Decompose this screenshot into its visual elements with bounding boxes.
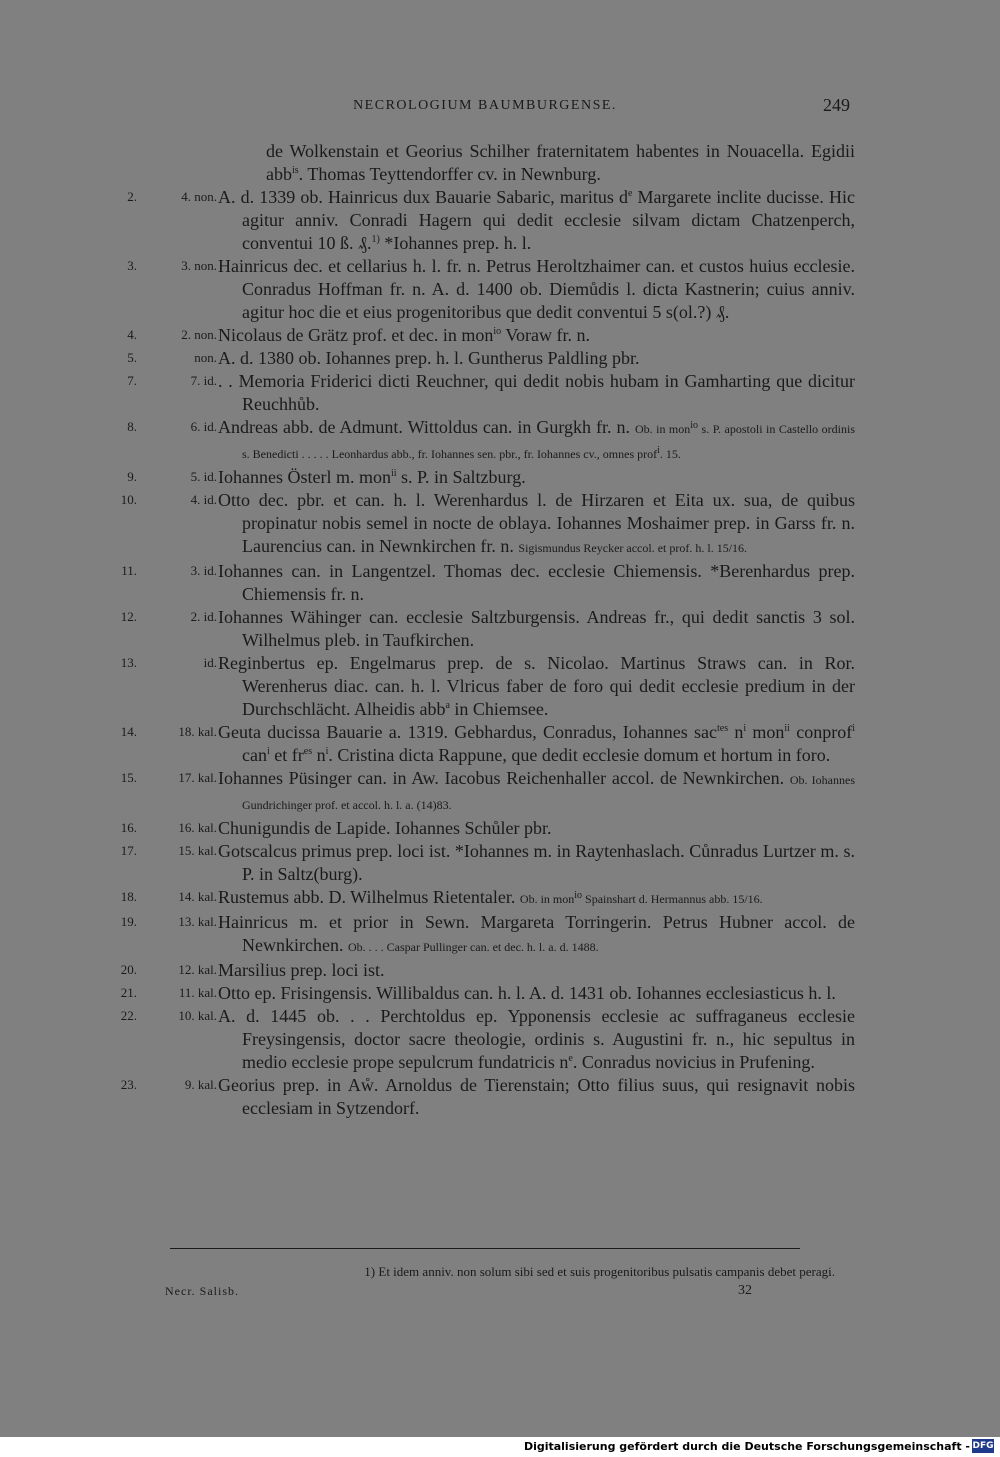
day-number: 16. xyxy=(120,820,137,835)
day-number: 18. xyxy=(120,889,137,904)
day-number: 4. xyxy=(127,327,137,342)
superscript-abbrev: i xyxy=(266,746,270,757)
entry-text: Hainricus m. et prior in Sewn. Margareta Torringerin. Petrus Hubner accol. de Newnkirchen. Ob. . . . Caspar Pullinger can. et dec. h. l. a. d. 1488. xyxy=(218,912,855,955)
entry-text: Chunigundis de Lapide. Iohannes Schůler pbr. xyxy=(218,818,552,838)
entry-text: Andreas abb. de Admunt. Wittoldus can. in Gurgkh fr. n. Ob. in mon$^{io}$ s. P. apostoli in Castello ordinis s. Benedicti . . . . . Leonhardus abb., fr. Iohannes sen. pbr., fr. Iohannes cv., omnes prof$^i$. 15. xyxy=(218,417,855,461)
superscript-abbrev: io xyxy=(493,326,502,337)
superscript-abbrev: a xyxy=(445,700,450,711)
page-number: 249 xyxy=(823,95,850,115)
day-number: 8. xyxy=(127,419,137,434)
superscript-abbrev: es xyxy=(303,746,313,757)
calendar-entry xyxy=(115,652,855,721)
calendar-entry xyxy=(115,959,855,982)
calendar-entry xyxy=(115,416,855,466)
entry-text: A. d. 1445 ob. . . Perchtoldus ep. Ypponensis ecclesie ac suffraganeus ecclesie Freysingensis, doctor sacre theologie, ordinis s. Augustini fr. n., hic sepultus in medio ecclesie prope sepulcrum fundatricis $n^e$. Conradus novicius in Prufening. xyxy=(218,1006,855,1072)
footnote: 1) Et idem anniv. non solum sibi sed et suis progenitoribus pulsatis campanis debet peragi. xyxy=(364,1264,835,1279)
day-number: 9. xyxy=(127,469,137,484)
calendar-entry xyxy=(115,911,855,959)
calendar-entry xyxy=(115,560,855,606)
calendar-entry xyxy=(115,347,855,370)
roman-date: 3. non. xyxy=(181,258,217,273)
entry-text: Iohannes Österl m. mon$^{ii}$ s. P. in Saltzburg. xyxy=(218,467,526,487)
superscript-abbrev: tes xyxy=(716,723,729,734)
entry-text: Rustemus abb. D. Wilhelmus Rietentaler. Ob. in mon$^{io}$ Spainshart d. Hermannus abb. 15/16. xyxy=(218,887,763,907)
day-number: 5. xyxy=(127,350,137,365)
day-number: 21. xyxy=(120,985,137,1000)
entry-text: Geuta ducissa Bauarie a. 1319. Gebhardus, Conradus, Iohannes sac$^{tes}$ $n^i$ mon$^{ii}$ conprof$^i$ can$^i$ et $fr^{es}$ $n^i$. Cristina dicta Rappune, que dedit ecclesie domum et hortum in foro. xyxy=(218,722,855,765)
footnote-rule xyxy=(170,1248,800,1249)
roman-date: 16. kal. xyxy=(178,820,217,835)
roman-date: 2. id. xyxy=(190,609,217,624)
calendar-entry xyxy=(115,1005,855,1074)
entry-text: . . Memoria Friderici dicti Reuchner, qui dedit nobis hubam in Gamharting que dicitur Reuchhůb. xyxy=(218,371,855,414)
later-addition: Ob. in mon$^{io}$ Spainshart d. Hermannus abb. 15/16. xyxy=(519,890,763,906)
entry-text: Iohannes can. in Langentzel. Thomas dec. ecclesie Chiemensis. *Berenhardus prep. Chiemensis fr. n. xyxy=(218,561,855,604)
calendar-entry xyxy=(115,1074,855,1120)
calendar-entry xyxy=(115,767,855,817)
roman-date: 6. id. xyxy=(190,419,217,434)
day-number: 22. xyxy=(120,1008,137,1023)
sheet-signature: Necr. Salisb. xyxy=(165,1284,239,1298)
superscript-abbrev: i xyxy=(852,723,855,734)
superscript-abbrev: e xyxy=(627,188,633,199)
calendar-entry xyxy=(115,489,855,560)
superscript-abbrev: is xyxy=(292,165,299,176)
roman-date: 17. kal. xyxy=(178,770,217,785)
superscript-abbrev: i xyxy=(657,445,660,456)
later-addition: Ob. . . . Caspar Pullinger can. et dec. h. l. a. d. 1488. xyxy=(347,940,599,954)
entry-text: Iohannes Wähinger can. ecclesie Saltzburgensis. Andreas fr., qui dedit sanctis 3 sol. Wilhelmus pleb. in Taufkirchen. xyxy=(218,607,855,650)
superscript-abbrev: ii xyxy=(390,468,397,479)
funding-credit: Digitalisierung gefördert durch die Deutsche Forschungsgemeinschaft - xyxy=(523,1440,970,1453)
day-number: 19. xyxy=(120,914,137,929)
entry-text: Hainricus dec. et cellarius h. l. fr. n. Petrus Heroltzhaimer can. et custos huius ecclesie. Conradus Hoffman fr. n. A. d. 1400 ob. Diemůdis l. dicta Kastnerin; cuius anniv. agitur hoc die et eius progenitoribus que dedit conventui 5 s(ol.?) ₰. xyxy=(218,256,855,322)
day-number: 13. xyxy=(120,655,137,670)
calendar-entry xyxy=(115,982,855,1005)
calendar-entry xyxy=(115,817,855,840)
entry-text: A. d. 1339 ob. Hainricus dux Bauarie Sabaric, maritus $d^e$ Margarete inclite ducisse. Hic agitur anniv. Conradi Hagern qui dedit ecclesie silvam dictam Chatzenperch, conventui 10 ß. ₰.$^{1)}$ *Iohannes prep. h. l. xyxy=(218,187,855,253)
entry-text: Marsilius prep. loci ist. xyxy=(218,960,385,980)
day-number: 23. xyxy=(120,1077,137,1092)
calendar-entry xyxy=(115,140,855,186)
entry-text: Georius prep. in Aẘ. Arnoldus de Tierenstain; Otto filius suus, qui resignavit nobis ecclesiam in Sytzendorf. xyxy=(218,1075,855,1118)
roman-date: 5. id. xyxy=(190,469,217,484)
later-addition: Sigismundus Reycker accol. et prof. h. l. 15/16. xyxy=(518,541,748,555)
entry-text: Otto dec. pbr. et can. h. l. Werenhardus l. de Hirzaren et Eita ux. sua, de quibus propinatur nobis semel in nocte de oblaya. Iohannes Moshaimer prep. in Garss fr. n. Laurencius can. in Newnkirchen fr. n. Sigismundus Reycker accol. et prof. h. l. 15/16. xyxy=(218,490,855,556)
superscript-abbrev: i xyxy=(743,723,747,734)
dfg-logo: DFG xyxy=(972,1441,994,1451)
roman-date: 4. non. xyxy=(181,189,217,204)
necrology-entries xyxy=(115,140,855,1120)
day-number: 20. xyxy=(120,962,137,977)
roman-date: 18. kal. xyxy=(178,724,217,739)
calendar-entry xyxy=(115,186,855,255)
calendar-entry xyxy=(115,721,855,767)
roman-date: 15. kal. xyxy=(178,843,217,858)
superscript-abbrev: io xyxy=(690,420,699,431)
superscript-abbrev: io xyxy=(574,890,583,901)
roman-date: 4. id. xyxy=(190,492,217,507)
superscript-abbrev: e xyxy=(568,1053,573,1064)
roman-date: 11. kal. xyxy=(178,985,217,1000)
day-number: 15. xyxy=(120,770,137,785)
day-number: 10. xyxy=(120,492,137,507)
entry-text: A. d. 1380 ob. Iohannes prep. h. l. Guntherus Paldling pbr. xyxy=(218,348,640,368)
running-title: NECROLOGIUM BAUMBURGENSE. xyxy=(353,98,617,113)
calendar-entry xyxy=(115,324,855,347)
day-number: 17. xyxy=(120,843,137,858)
entry-text: Gotscalcus primus prep. loci ist. *Iohannes m. in Raytenhaslach. Cůnradus Lurtzer m. s. P. in Saltz(burg). xyxy=(218,841,855,884)
calendar-entry xyxy=(115,606,855,652)
roman-date: non. xyxy=(194,350,217,365)
roman-date: 14. kal. xyxy=(178,889,217,904)
credit-bar xyxy=(0,1437,1000,1457)
calendar-entry xyxy=(115,840,855,886)
calendar-entry xyxy=(115,255,855,324)
entry-text: Otto ep. Frisingensis. Willibaldus can. h. l. A. d. 1431 ob. Iohannes ecclesiasticus h. l. xyxy=(218,983,836,1003)
entry-text: Reginbertus ep. Engelmarus prep. de s. Nicolao. Martinus Straws can. in Ror. Werenherus diac. can. h. l. Vlricus faber de foro qui dedit ecclesie predium in der Durchschlächt. Alheidis abb$^a$ in Chiemsee. xyxy=(218,653,855,719)
roman-date: 13. kal. xyxy=(178,914,217,929)
entry-text: Iohannes Püsinger can. in Aw. Iacobus Reichenhaller accol. de Newnkirchen. Ob. Iohannes Gundrichinger prof. et accol. h. l. a. (14)83. xyxy=(218,768,855,812)
superscript-abbrev: ii xyxy=(784,723,790,734)
day-number: 14. xyxy=(120,724,137,739)
roman-date: id. xyxy=(203,655,217,670)
page-header xyxy=(120,95,850,119)
roman-date: 3. id. xyxy=(190,563,217,578)
calendar-entry xyxy=(115,466,855,489)
day-number: 7. xyxy=(127,373,137,388)
calendar-entry xyxy=(115,370,855,416)
roman-date: 9. kal. xyxy=(184,1077,217,1092)
day-number: 3. xyxy=(127,258,137,273)
sheet-signature-number: 32 xyxy=(738,1283,752,1298)
day-number: 11. xyxy=(121,563,137,578)
roman-date: 12. kal. xyxy=(178,962,217,977)
day-number: 2. xyxy=(127,189,137,204)
roman-date: 10. kal. xyxy=(178,1008,217,1023)
later-addition: Ob. Iohannes Gundrichinger prof. et accol. h. l. a. (14)83. xyxy=(242,773,855,812)
roman-date: 2. non. xyxy=(181,327,217,342)
superscript-abbrev: 1) xyxy=(371,234,380,245)
entry-text: de Wolkenstain et Georius Schilher fraternitatem habentes in Nouacella. Egidii abb$^{is}$. Thomas Teyttendorffer cv. in Newnburg. xyxy=(266,141,855,184)
day-number: 12. xyxy=(120,609,137,624)
calendar-entry xyxy=(115,886,855,911)
superscript-abbrev: i xyxy=(325,746,329,757)
entry-text: Nicolaus de Grätz prof. et dec. in mon$^{io}$ Voraw fr. n. xyxy=(218,325,591,345)
roman-date: 7. id. xyxy=(190,373,217,388)
later-addition: Ob. in mon$^{io}$ s. P. apostoli in Castello ordinis s. Benedicti . . . . . Leonhardus abb., fr. Iohannes sen. pbr., fr. Iohannes cv., omnes prof$^i$. 15. xyxy=(242,420,855,461)
